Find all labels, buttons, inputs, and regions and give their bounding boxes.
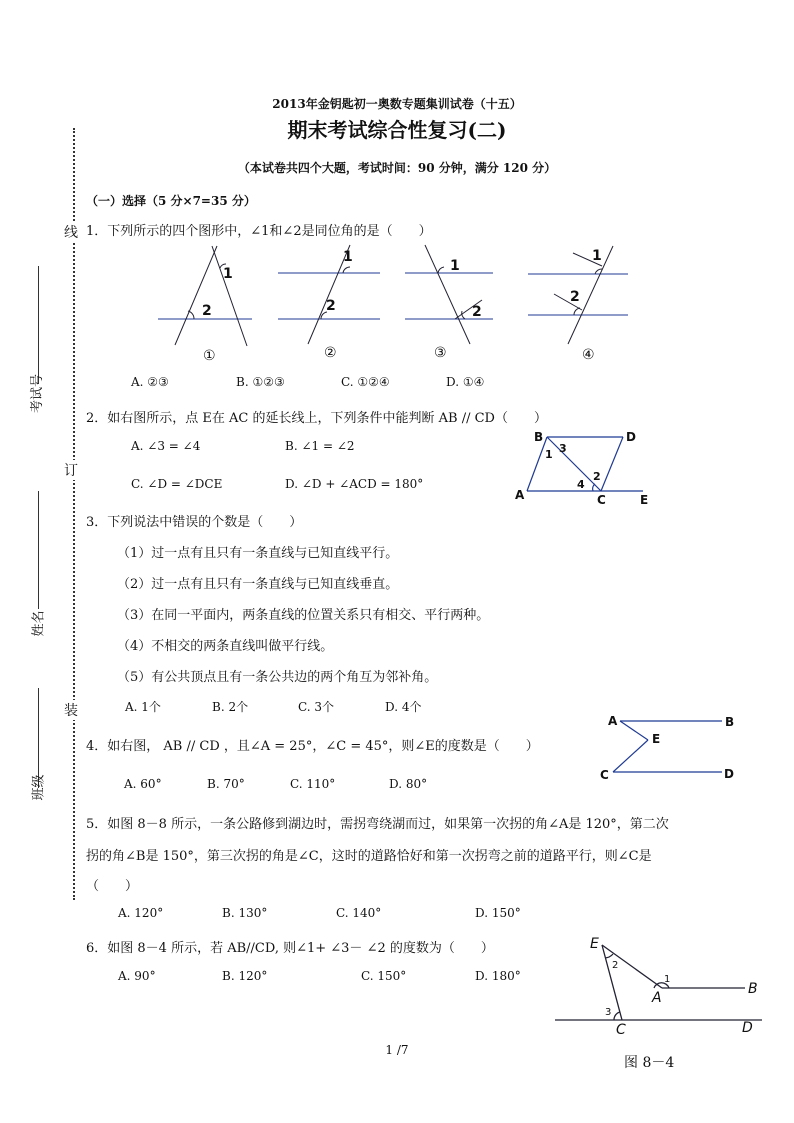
- q1-option-b[interactable]: B. ①②③: [236, 375, 285, 389]
- q5-line-1: 5．如图 8－8 所示，一条公路修到湖边时，需拐弯绕湖而过，如果第一次拐的角∠A是 120°，第二次: [86, 817, 669, 832]
- q4-point-c: C: [600, 768, 609, 782]
- q1-fig-label-4: ④: [582, 347, 595, 363]
- q4-option-d[interactable]: D. 80°: [389, 777, 428, 791]
- q4-option-b[interactable]: B. 70°: [207, 777, 245, 791]
- q2-angle-4: 4: [577, 478, 585, 491]
- page-title: 期末考试综合性复习(二): [287, 118, 507, 142]
- binding-char-zhuang: 装: [64, 700, 78, 720]
- q2-option-a[interactable]: A. ∠3 = ∠4: [131, 439, 201, 453]
- q2-option-b[interactable]: B. ∠1 = ∠2: [285, 439, 355, 453]
- q3-stem: 3．下列说法中错误的个数是（ ）: [86, 515, 303, 530]
- q6-option-d[interactable]: D. 180°: [475, 969, 521, 983]
- q1-fig3-angle1: 1: [450, 258, 460, 274]
- q2-figure: [505, 425, 655, 510]
- q3-option-b[interactable]: B. 2个: [212, 700, 249, 714]
- q4-option-a[interactable]: A. 60°: [124, 777, 162, 791]
- q6-point-b: B: [748, 981, 758, 997]
- q2-point-d: D: [626, 430, 636, 444]
- q6-figure: [550, 930, 770, 1080]
- q4-point-d: D: [724, 767, 734, 781]
- q6-angle-2: 2: [612, 960, 619, 971]
- q6-option-b[interactable]: B. 120°: [222, 969, 268, 983]
- q6-point-a: A: [652, 990, 662, 1006]
- q6-angle-3: 3: [605, 1007, 612, 1018]
- q1-fig-label-3: ③: [434, 345, 447, 361]
- q2-angle-3: 3: [559, 442, 567, 455]
- q4-point-e: E: [652, 732, 661, 746]
- q1-fig4-angle2: 2: [570, 289, 580, 305]
- page-number: 1 /7: [385, 1043, 409, 1057]
- q3-item-2: （2）过一点有且只有一条直线与已知直线垂直。: [117, 577, 399, 592]
- q4-point-b: B: [725, 715, 735, 729]
- q6-point-c: C: [616, 1022, 626, 1038]
- q1-figures: [150, 240, 640, 368]
- q1-fig3-angle2: 2: [472, 304, 482, 320]
- binding-dotted-line: [73, 128, 75, 900]
- q1-fig1-angle2: 2: [202, 303, 212, 319]
- q2-point-a: A: [515, 488, 525, 502]
- q6-option-c[interactable]: C. 150°: [361, 969, 407, 983]
- class-underline: [38, 688, 39, 788]
- q5-option-b[interactable]: B. 130°: [222, 906, 268, 920]
- name-label: 姓名: [31, 610, 47, 637]
- q3-option-a[interactable]: A. 1个: [125, 700, 161, 714]
- q1-fig-label-2: ②: [324, 345, 337, 361]
- q6-stem: 6．如图 8－4 所示，若 AB//CD, 则∠1+ ∠3－ ∠2 的度数为（ ）: [86, 941, 494, 956]
- section-title: （一）选择（5 分×7=35 分）: [86, 194, 256, 208]
- q1-option-d[interactable]: D. ①④: [446, 375, 485, 389]
- q2-stem: 2．如右图所示，点 E在 AC 的延长线上，下列条件中能判断 AB // CD（ ）: [86, 411, 547, 426]
- exam-subtitle: 2013年金钥匙初一奥数专题集训试卷（十五）: [272, 97, 522, 111]
- q6-point-e: E: [590, 936, 599, 952]
- q5-option-a[interactable]: A. 120°: [118, 906, 164, 920]
- q5-line-2: 拐的角∠B是 150°，第三次拐的角是∠C，这时的道路恰好和第一次拐弯之前的道路平行，则∠C是: [86, 849, 652, 864]
- q6-point-d: D: [742, 1020, 753, 1036]
- q2-point-e: E: [640, 493, 649, 507]
- exam-no-label: 考试号: [30, 373, 46, 414]
- q2-point-b: B: [534, 430, 544, 444]
- q5-option-d[interactable]: D. 150°: [475, 906, 521, 920]
- q3-option-c[interactable]: C. 3个: [298, 700, 335, 714]
- q4-option-c[interactable]: C. 110°: [290, 777, 336, 791]
- q6-caption: 图 8－4: [624, 1055, 675, 1071]
- q2-point-c: C: [597, 493, 606, 507]
- q1-option-c[interactable]: C. ①②④: [341, 375, 390, 389]
- q1-fig2-angle1: 1: [343, 249, 353, 265]
- q6-angle-1: 1: [664, 974, 671, 985]
- q2-angle-1: 1: [545, 448, 553, 461]
- q1-stem: 1．下列所示的四个图形中，∠1和∠2是同位角的是（ ）: [86, 224, 432, 239]
- q1-option-a[interactable]: A. ②③: [131, 375, 169, 389]
- q3-item-5: （5）有公共顶点且有一条公共边的两个角互为邻补角。: [117, 670, 438, 685]
- q1-fig4-angle1: 1: [592, 248, 602, 264]
- q6-option-a[interactable]: A. 90°: [118, 969, 156, 983]
- q3-item-4: （4）不相交的两条直线叫做平行线。: [117, 639, 334, 654]
- q1-fig-label-1: ①: [203, 348, 216, 364]
- binding-char-ding: 订: [64, 460, 78, 480]
- q2-angle-2: 2: [593, 470, 601, 483]
- q4-figure: [596, 708, 746, 788]
- q5-line-3: （ ）: [86, 879, 139, 894]
- q2-option-d[interactable]: D. ∠D + ∠ACD = 180°: [285, 477, 424, 491]
- exam-no-underline: [38, 266, 39, 384]
- name-underline: [38, 491, 39, 609]
- binding-char-xian: 线: [64, 222, 78, 242]
- exam-info: （本试卷共四个大题，考试时间：90 分钟，满分 120 分）: [237, 161, 557, 175]
- q4-stem: 4．如右图， AB // CD ，且∠A = 25°，∠C = 45°，则∠E的度数是（ ）: [86, 739, 539, 754]
- q3-item-1: （1）过一点有且只有一条直线与已知直线平行。: [117, 546, 399, 561]
- q1-fig2-angle2: 2: [326, 298, 336, 314]
- q4-point-a: A: [608, 714, 618, 728]
- q3-option-d[interactable]: D. 4个: [385, 700, 422, 714]
- class-label: 班级: [31, 774, 47, 801]
- q1-fig1-angle1: 1: [223, 266, 233, 282]
- q3-item-3: （3）在同一平面内，两条直线的位置关系只有相交、平行两种。: [117, 608, 490, 623]
- q5-option-c[interactable]: C. 140°: [336, 906, 382, 920]
- q2-option-c[interactable]: C. ∠D = ∠DCE: [131, 477, 223, 491]
